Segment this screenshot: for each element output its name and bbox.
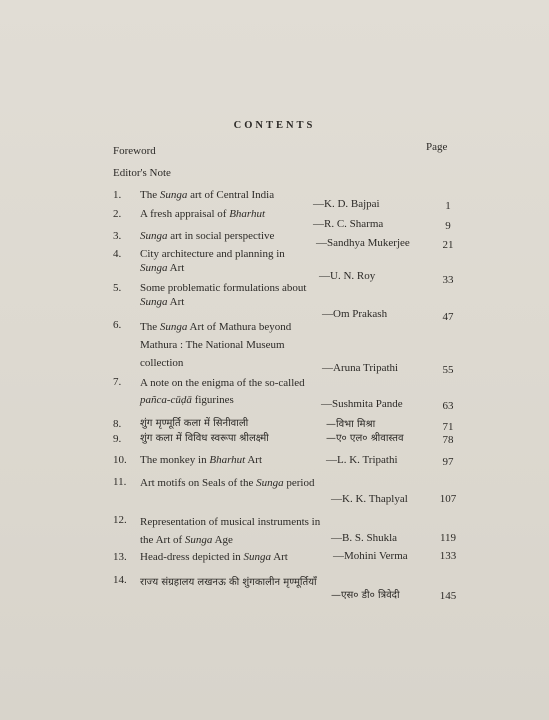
entry-title: Head-dress depicted in Sunga Art: [140, 551, 288, 563]
entry-author: —K. K. Thaplyal: [331, 493, 408, 505]
entry-number: 11.: [113, 476, 127, 488]
entry-page: 107: [439, 493, 457, 505]
toc-entry: [113, 513, 463, 553]
entry-page: 21: [442, 239, 454, 251]
entry-page: 1: [445, 200, 451, 212]
entry-page: 145: [439, 590, 457, 602]
entry-page: 78: [442, 434, 454, 446]
entry-page: 71: [442, 421, 454, 433]
entry-title: Some problematic formulations about Sunga Art: [140, 282, 307, 308]
toc-entry: [113, 375, 463, 415]
entry-page: 47: [442, 311, 454, 323]
toc-entry: [113, 318, 463, 374]
entry-number: 4.: [113, 248, 122, 260]
contents-heading: CONTENTS: [233, 120, 316, 131]
toc-entry: [113, 475, 463, 515]
entry-page: 63: [442, 400, 454, 412]
entry-author: —B. S. Shukla: [331, 532, 398, 544]
entry-number: 1.: [113, 189, 122, 201]
editors-note-label: Editor's Note: [113, 167, 171, 179]
entry-number: 3.: [113, 230, 122, 242]
entry-title: राज्य संग्रहालय लखनऊ की शुंगकालीन मृण्मूर्तियाँ: [140, 577, 317, 588]
entry-title: Art motifs on Seals of the Sunga period: [140, 477, 315, 489]
entry-author: —विभा मिश्रा: [326, 419, 376, 430]
entry-number: 9.: [113, 433, 122, 445]
entry-title: The monkey in Bharhut Art: [140, 454, 263, 466]
entry-number: 2.: [113, 208, 122, 220]
toc-entry: [113, 281, 463, 321]
toc-entry: [113, 573, 463, 613]
entry-number: 14.: [113, 574, 127, 586]
page-column-label: Page: [426, 141, 448, 153]
entry-author: —Mohini Verma: [333, 550, 408, 562]
entry-number: 8.: [113, 418, 122, 430]
toc-entry: [113, 550, 463, 570]
entry-number: 7.: [113, 376, 122, 388]
entry-page: 9: [445, 220, 451, 232]
entry-title: A note on the enigma of the so-called pañca-cūḍā figurines: [140, 377, 305, 406]
entry-number: 12.: [113, 514, 127, 526]
entry-page: 133: [439, 550, 457, 562]
entry-author: —Sushmita Pande: [321, 398, 403, 410]
entry-author: —K. D. Bajpai: [313, 198, 380, 210]
entry-title: A fresh appraisal of Bharhut: [140, 208, 266, 220]
entry-page: 55: [442, 364, 454, 376]
entry-number: 6.: [113, 319, 122, 331]
entry-title: शुंग कला में विविध स्वरूपा श्रीलक्ष्मी: [140, 433, 269, 444]
entry-number: 10.: [113, 454, 127, 466]
entry-page: 33: [442, 274, 454, 286]
entry-number: 13.: [113, 551, 127, 563]
entry-author: —ए० एल० श्रीवास्तव: [326, 433, 404, 444]
entry-author: —Aruna Tripathi: [322, 362, 399, 374]
entry-author: —एस० डी० त्रिवेदी: [331, 590, 400, 601]
entry-author: —L. K. Tripathi: [326, 454, 398, 466]
toc-entry: [113, 453, 463, 473]
entry-title: City architecture and planning in Sunga Art: [140, 248, 285, 274]
entry-author: —R. C. Sharma: [313, 218, 384, 230]
entry-author: —U. N. Roy: [319, 270, 376, 282]
entry-number: 5.: [113, 282, 122, 294]
entry-author: —Sandhya Mukerjee: [316, 237, 410, 249]
toc-entry: [113, 432, 463, 452]
entry-author: —Om Prakash: [322, 308, 388, 320]
entry-page: 97: [442, 456, 454, 468]
entry-title: Representation of musical instruments in the Art of Sunga Age: [140, 516, 321, 546]
entry-title: The Sunga art of Central India: [140, 189, 275, 201]
entry-page: 119: [439, 532, 457, 544]
foreword-label: Foreword: [113, 145, 156, 157]
entry-title: शुंग मृण्मूर्ति कला में सिनीवाली: [140, 418, 249, 429]
entry-title: The Sunga Art of Mathura beyond Mathura : The National Museum collection: [140, 321, 292, 369]
entry-title: Sunga art in social perspective: [140, 230, 275, 242]
